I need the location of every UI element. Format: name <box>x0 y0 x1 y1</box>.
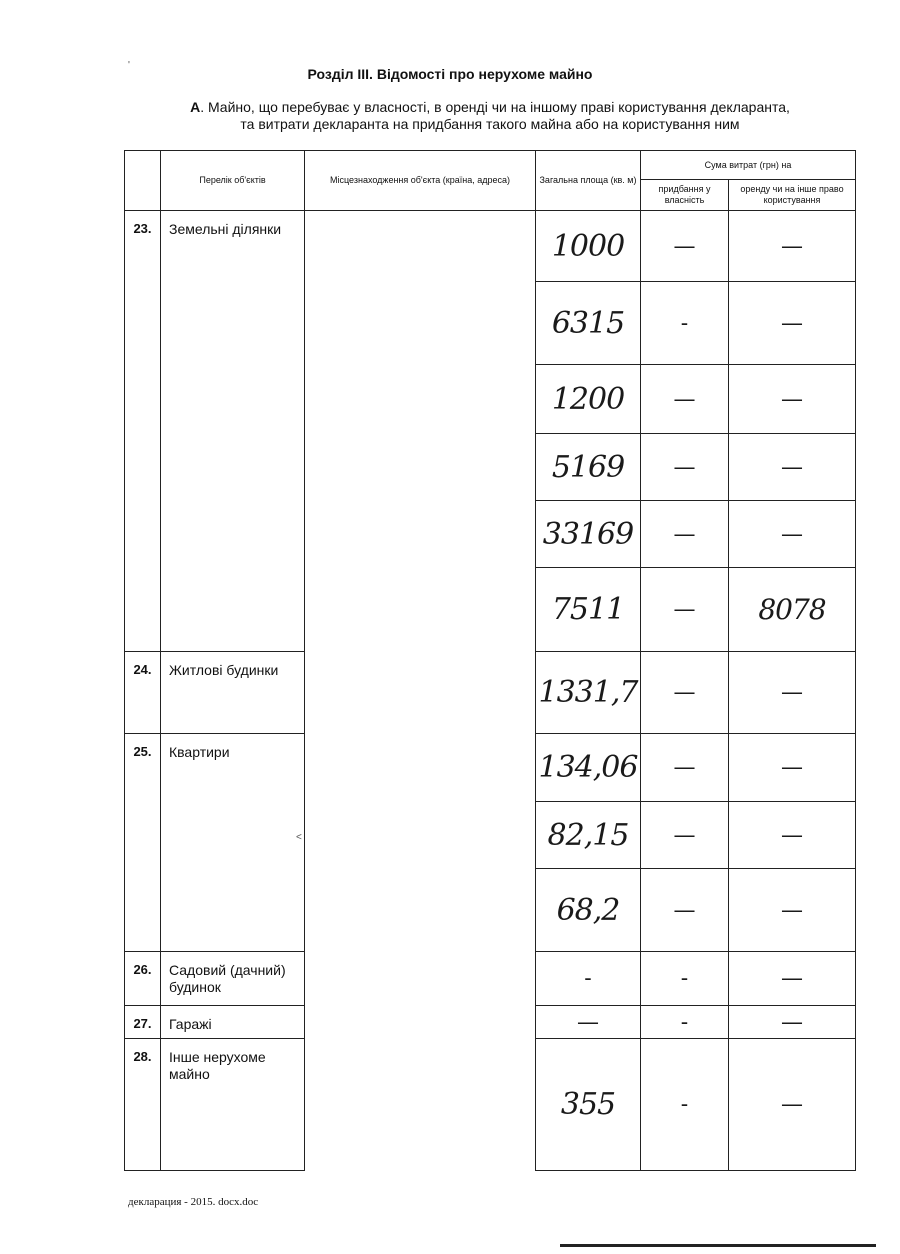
purchase-value: - <box>641 952 729 1006</box>
rent-value: — <box>729 365 856 434</box>
area-value: 355 <box>536 1039 641 1171</box>
purchase-value: — <box>641 211 729 282</box>
rent-value: — <box>729 952 856 1006</box>
subtitle-line-2: та витрати декларанта на придбання такого майна або на користування ним <box>240 116 740 132</box>
object-type: Інше нерухоме майно <box>161 1039 305 1171</box>
section-title: Розділ III. Відомості про нерухоме майно <box>307 66 593 82</box>
scan-speck: ' <box>128 60 130 71</box>
area-value: 1331,7 <box>536 652 641 734</box>
header-rent: оренду чи на інше право користування <box>729 180 856 211</box>
header-purchase: придбання у власність <box>641 180 729 211</box>
purchase-value: — <box>641 365 729 434</box>
purchase-value: — <box>641 734 729 802</box>
header-area: Загальна площа (кв. м) <box>536 151 641 211</box>
table-row <box>125 211 856 282</box>
row-number: 24. <box>125 652 161 734</box>
area-value: 82,15 <box>536 802 641 869</box>
area-value: 7511 <box>536 568 641 652</box>
rent-value: — <box>729 802 856 869</box>
purchase-value: - <box>641 1039 729 1171</box>
area-value: 1200 <box>536 365 641 434</box>
document-footer: декларация - 2015. docx.doc <box>128 1196 259 1208</box>
rent-value: — <box>729 734 856 802</box>
rent-value: — <box>729 501 856 568</box>
area-value: 6315 <box>536 282 641 365</box>
rent-value: — <box>729 211 856 282</box>
property-table <box>124 150 856 1171</box>
purchase-value: — <box>641 652 729 734</box>
row-number: 28. <box>125 1039 161 1171</box>
row-number: 26. <box>125 952 161 1006</box>
purchase-value: — <box>641 501 729 568</box>
rent-value: — <box>729 282 856 365</box>
location-redacted <box>305 211 536 1171</box>
rent-value: — <box>729 1039 856 1171</box>
area-value: - <box>536 952 641 1006</box>
area-value: 5169 <box>536 434 641 501</box>
header-expenses: Сума витрат (грн) на <box>641 151 856 180</box>
rent-value: — <box>729 434 856 501</box>
area-value: 33169 <box>536 501 641 568</box>
scan-speck: < <box>296 832 302 843</box>
scan-edge-line <box>560 1244 876 1247</box>
header-num <box>125 151 161 211</box>
rent-value: — <box>729 652 856 734</box>
purchase-value: — <box>641 568 729 652</box>
rent-value: — <box>729 869 856 952</box>
area-value: — <box>536 1006 641 1039</box>
section-subtitle <box>150 99 830 133</box>
purchase-value: — <box>641 434 729 501</box>
row-number: 27. <box>125 1006 161 1039</box>
object-type: Садовий (дачний) будинок <box>161 952 305 1006</box>
object-type: Квартири <box>161 734 305 952</box>
subtitle-letter: А <box>190 99 201 115</box>
object-type: Гаражі <box>161 1006 305 1039</box>
row-number: 25. <box>125 734 161 952</box>
purchase-value: - <box>641 1006 729 1039</box>
object-type: Житлові будинки <box>161 652 305 734</box>
area-value: 68,2 <box>536 869 641 952</box>
purchase-value: - <box>641 282 729 365</box>
purchase-value: — <box>641 802 729 869</box>
purchase-value: — <box>641 869 729 952</box>
rent-value: 8078 <box>729 568 856 652</box>
row-number: 23. <box>125 211 161 652</box>
header-list: Перелік об'єктів <box>161 151 305 211</box>
area-value: 134,06 <box>536 734 641 802</box>
subtitle-line-1: . Майно, що перебуває у власності, в оренді чи на іншому праві користування декларанта, <box>200 99 790 115</box>
rent-value: — <box>729 1006 856 1039</box>
area-value: 1000 <box>536 211 641 282</box>
header-location: Місцезнаходження об'єкта (країна, адреса) <box>305 151 536 211</box>
object-type: Земельні ділянки <box>161 211 305 652</box>
